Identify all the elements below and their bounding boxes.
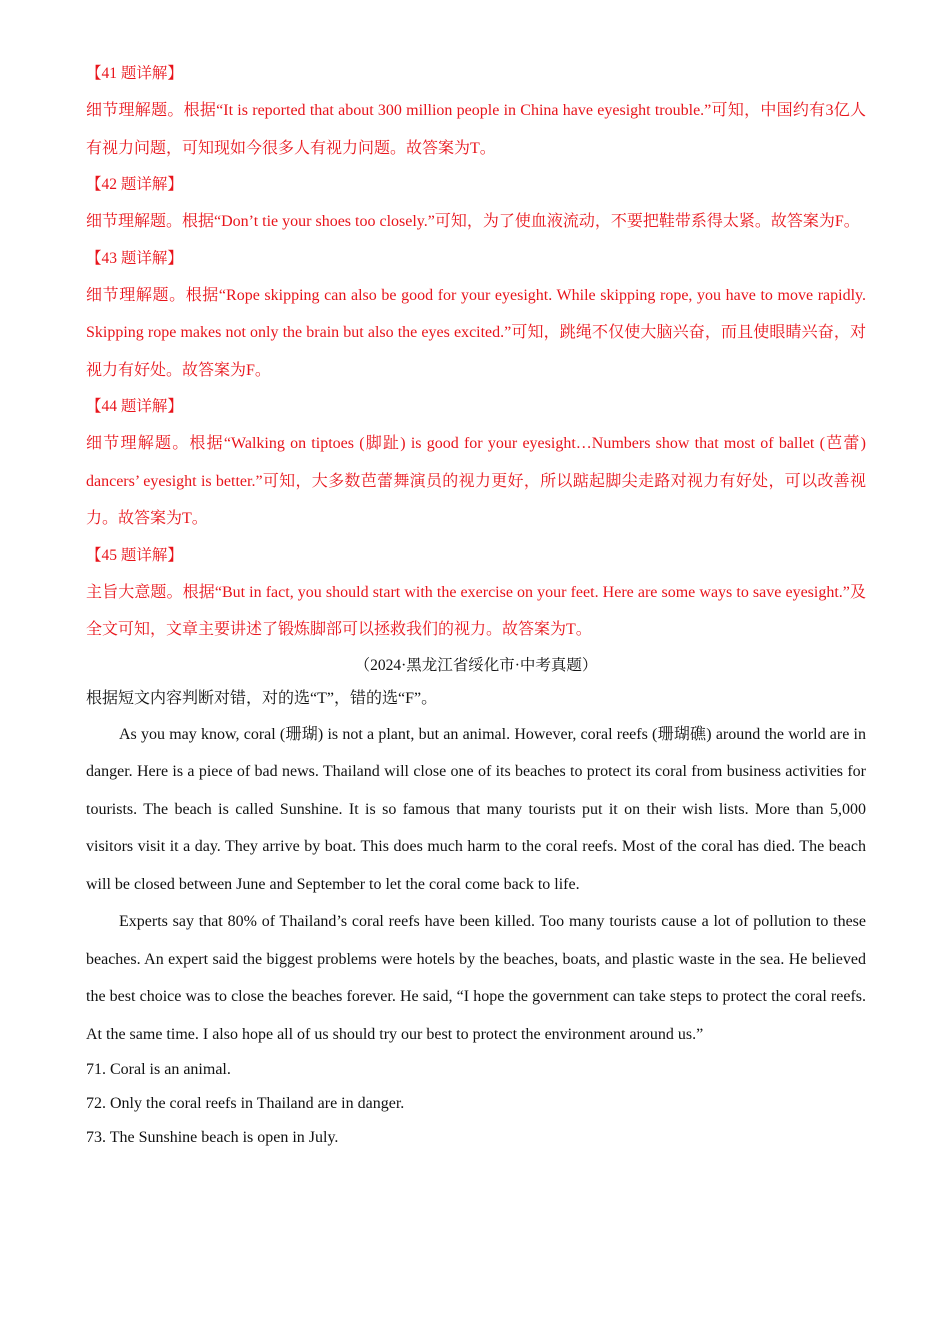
question-73: 73. The Sunshine beach is open in July. <box>86 1129 339 1146</box>
answer-45 <box>86 538 866 649</box>
exam-source: （2024·黑龙江省绥化市·中考真题） <box>354 656 598 674</box>
question-72: 72. Only the coral reefs in Thailand are in danger. <box>86 1095 405 1112</box>
answer-header: 【43 题详解】 <box>86 249 183 267</box>
answer-header: 【41 题详解】 <box>86 65 183 82</box>
instruction: 根据短文内容判断对错，对的选“T”，错的选“F”。 <box>86 689 438 707</box>
answer-44 <box>86 389 866 538</box>
answer-explanation: 细节理解题。根据“Walking on tiptoes (脚趾) is good for your eyesight…Numbers show that most of ballet (芭蕾) dancers’ eyesight is better.”可知，大多数芭蕾舞演员的视力更好，所以踮起脚尖走路对视力有好处，可以改善视力。故答案为T。 <box>86 435 866 527</box>
answer-41 <box>86 56 866 167</box>
answer-header: 【44 题详解】 <box>86 398 183 415</box>
page-content <box>86 56 866 1155</box>
answer-43 <box>86 241 866 390</box>
answer-header: 【42 题详解】 <box>86 176 183 193</box>
answer-explanation: 主旨大意题。根据“But in fact, you should start with the exercise on your feet. Here are some ways to save eyesight.”及全文可知，文章主要讲述了锻炼脚部可以拯救我们的视力。故答案为T。 <box>86 583 866 638</box>
answer-explanation: 细节理解题。根据“It is reported that about 300 million people in China have eyesight trouble.”可知，中国约有3亿人有视力问题，可知现如今很多人有视力问题。故答案为T。 <box>86 102 866 157</box>
question-71: 71. Coral is an animal. <box>86 1061 231 1078</box>
answer-explanation: 细节理解题。根据“Don’t tie your shoes too closely.”可知，为了使血液流动，不要把鞋带系得太紧。故答案为F。 <box>86 213 860 230</box>
answer-explanation: 细节理解题。根据“Rope skipping can also be good for your eyesight. While skipping rope, you have to move rapidly. Skipping rope makes not only the brain but also the eyes excited.”可知，跳绳不仅使大脑兴奋，而且使眼睛兴奋，对视力有好处。故答案为F。 <box>86 286 866 379</box>
answer-42 <box>86 167 866 241</box>
answer-header: 【45 题详解】 <box>86 546 183 564</box>
passage-paragraph-2: Experts say that 80% of Thailand’s coral reefs have been killed. Too many tourists cause a lot of pollution to these beaches. An expert said the biggest problems were hotels by the beaches, boats, and plastic waste in the sea. He believed the best choice was to close the beaches forever. He said, “I hope the government can take steps to protect the coral reefs. At the same time. I also hope all of us should try our best to protect the environment around us.” <box>86 913 866 1043</box>
passage-paragraph-1: As you may know, coral (珊瑚) is not a plant, but an animal. However, coral reefs (珊瑚礁) around the world are in danger. Here is a piece of bad news. Thailand will close one of its beaches to protect its coral from business activities for tourists. The beach is called Sunshine. It is so famous that many tourists put it on their wish lists. More than 5,000 visitors visit it a day. They arrive by boat. This does much harm to the coral reefs. Most of the coral has died. The beach will be closed between June and September to let the coral come back to life. <box>86 725 866 893</box>
